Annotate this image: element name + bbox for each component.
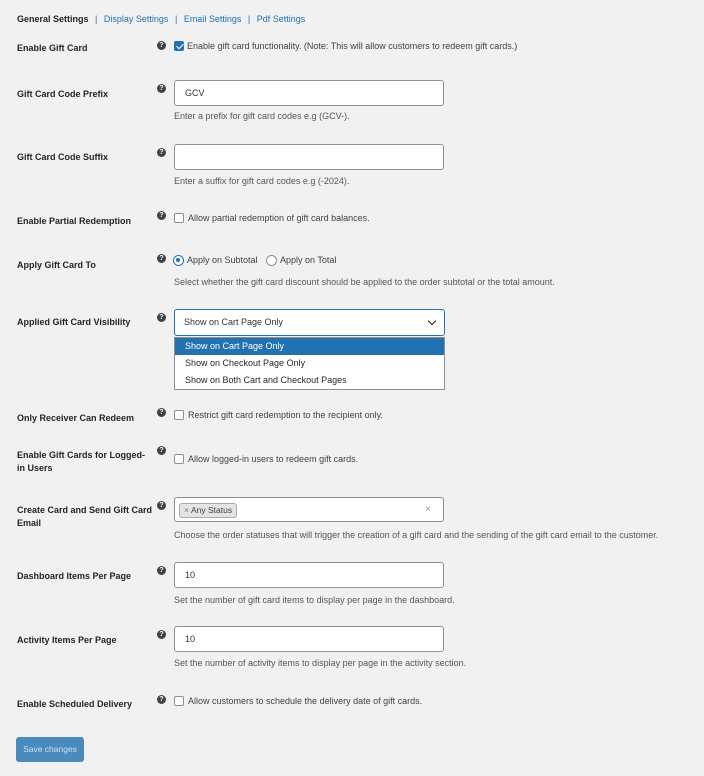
tab-email-settings[interactable]: Email Settings <box>183 14 242 24</box>
enable-gift-card-text: Enable gift card functionality. (Note: This will allow customers to redeem gift cards.) <box>187 41 518 51</box>
activity-items-label: Activity Items Per Page <box>17 635 117 645</box>
save-changes-button[interactable]: Save changes <box>16 737 84 762</box>
help-icon[interactable]: ? <box>157 408 166 417</box>
visibility-label: Applied Gift Card Visibility <box>17 317 131 327</box>
create-card-label-line1: Create Card and Send Gift Card <box>17 505 153 515</box>
tab-separator: | <box>95 14 98 24</box>
partial-redemption-text: Allow partial redemption of gift card balances. <box>188 213 370 223</box>
tab-general-settings[interactable]: General Settings <box>17 14 89 24</box>
receiver-redeem-label: Only Receiver Can Redeem <box>17 413 135 423</box>
apply-subtotal-radio[interactable] <box>173 255 184 266</box>
logged-in-label-line1: Enable Gift Cards for Logged- <box>17 450 146 460</box>
apply-subtotal-label[interactable]: Apply on Subtotal <box>187 255 258 265</box>
help-icon[interactable]: ? <box>157 148 166 157</box>
create-card-description: Choose the order statuses that will trigger the creation of a gift card and the sending of the gift card email to the customer. <box>174 530 659 540</box>
partial-redemption-checkbox[interactable] <box>174 213 184 223</box>
activity-items-description: Set the number of activity items to display per page in the activity section. <box>174 658 467 668</box>
help-icon[interactable]: ? <box>157 446 166 455</box>
clear-icon[interactable]: × <box>425 504 431 515</box>
dashboard-items-description: Set the number of gift card items to display per page in the dashboard. <box>174 595 455 605</box>
enable-gift-card-label: Enable Gift Card <box>17 43 88 53</box>
help-icon[interactable]: ? <box>157 211 166 220</box>
visibility-option-checkout[interactable]: Show on Checkout Page Only <box>185 358 306 368</box>
visibility-option-cart[interactable]: Show on Cart Page Only <box>175 338 444 355</box>
prefix-input[interactable]: GCV <box>174 80 444 106</box>
tag-remove-icon[interactable]: × <box>184 505 189 515</box>
scheduled-delivery-text: Allow customers to schedule the delivery date of gift cards. <box>188 696 423 706</box>
visibility-dropdown <box>174 337 445 390</box>
apply-total-label[interactable]: Apply on Total <box>280 255 337 265</box>
settings-tabs <box>17 14 305 25</box>
activity-items-input[interactable]: 10 <box>174 626 444 652</box>
help-icon[interactable]: ? <box>157 630 166 639</box>
suffix-label: Gift Card Code Suffix <box>17 152 109 162</box>
suffix-description: Enter a suffix for gift card codes e.g (-2024). <box>174 176 350 186</box>
prefix-label: Gift Card Code Prefix <box>17 89 109 99</box>
receiver-redeem-text: Restrict gift card redemption to the recipient only. <box>188 410 383 420</box>
apply-to-description: Select whether the gift card discount should be applied to the order subtotal or the total amount. <box>174 277 555 287</box>
help-icon[interactable]: ? <box>157 501 166 510</box>
tab-pdf-settings[interactable]: Pdf Settings <box>256 14 306 24</box>
logged-in-text: Allow logged-in users to redeem gift cards. <box>188 454 359 464</box>
suffix-input[interactable] <box>174 144 444 170</box>
receiver-redeem-checkbox[interactable] <box>174 410 184 420</box>
dashboard-items-label: Dashboard Items Per Page <box>17 571 132 581</box>
scheduled-delivery-label: Enable Scheduled Delivery <box>17 699 133 709</box>
visibility-option-both[interactable]: Show on Both Cart and Checkout Pages <box>185 375 347 385</box>
help-icon[interactable]: ? <box>157 84 166 93</box>
scheduled-delivery-checkbox[interactable] <box>174 696 184 706</box>
help-icon[interactable]: ? <box>157 566 166 575</box>
help-icon[interactable]: ? <box>157 695 166 704</box>
tab-display-settings[interactable]: Display Settings <box>103 14 169 24</box>
apply-total-radio[interactable] <box>266 255 277 266</box>
create-card-label-line2: Email <box>17 518 42 528</box>
tab-separator: | <box>174 14 178 24</box>
dashboard-items-input[interactable]: 10 <box>174 562 444 588</box>
partial-redemption-label: Enable Partial Redemption <box>17 216 132 226</box>
enable-gift-card-checkbox[interactable] <box>174 41 184 51</box>
status-tag-label: Any Status <box>190 505 233 515</box>
prefix-description: Enter a prefix for gift card codes e.g (GCV-). <box>174 111 350 121</box>
apply-to-label: Apply Gift Card To <box>17 260 96 270</box>
help-icon[interactable]: ? <box>157 41 166 50</box>
help-icon[interactable]: ? <box>157 254 166 263</box>
help-icon[interactable]: ? <box>157 313 166 322</box>
visibility-select[interactable] <box>174 309 445 336</box>
chevron-down-icon <box>428 317 436 325</box>
logged-in-label-line2: in Users <box>17 463 53 473</box>
logged-in-checkbox[interactable] <box>174 454 184 464</box>
order-status-multiselect[interactable] <box>174 497 444 522</box>
visibility-selected-value: Show on Cart Page Only <box>184 317 284 327</box>
status-tag <box>179 503 237 518</box>
tab-separator: | <box>247 14 251 24</box>
